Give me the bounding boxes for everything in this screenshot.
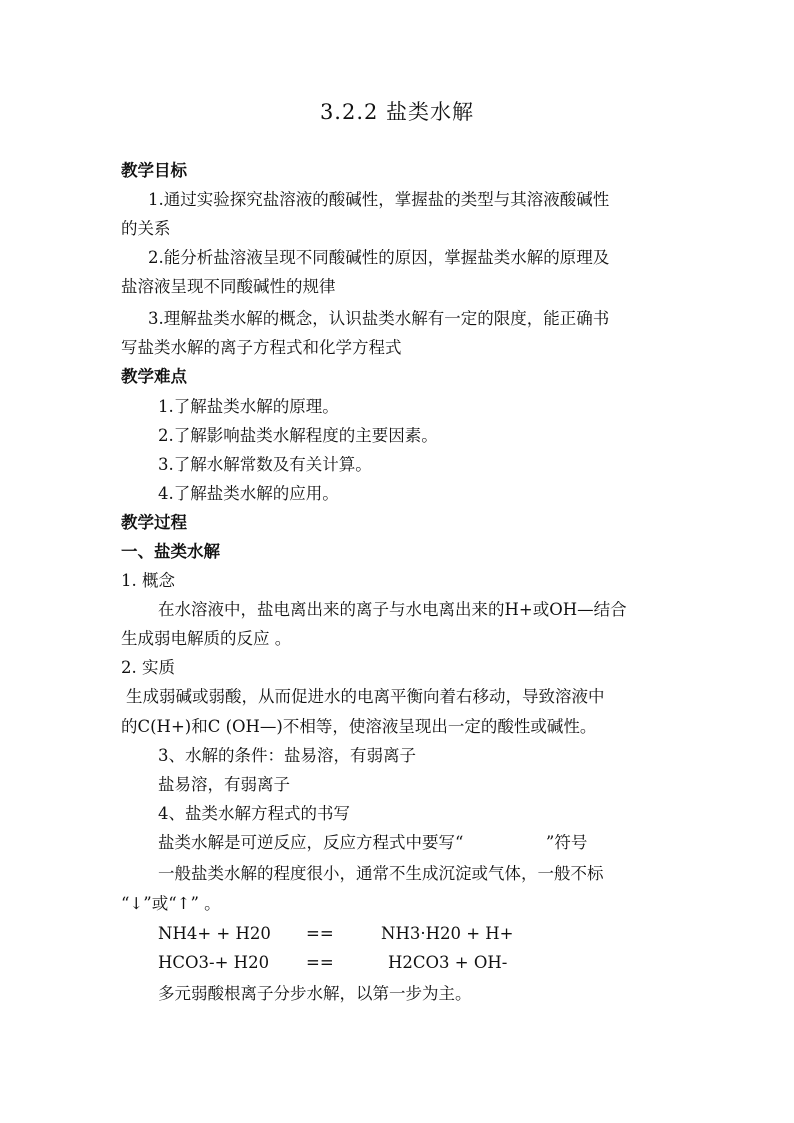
- polyprotic-line: 多元弱酸根离子分步水解，以第一步为主。: [158, 984, 472, 1003]
- process-heading: 教学过程: [121, 513, 187, 532]
- difficulties-heading: 教学难点: [121, 367, 187, 386]
- objective-3-line-1: 3.理解盐类水解的概念，认识盐类水解有一定的限度，能正确书: [148, 309, 610, 328]
- difficulty-item: 1.了解盐类水解的原理。: [158, 397, 339, 416]
- objective-1-line-1: 1.通过实验探究盐溶液的酸碱性，掌握盐的类型与其溶液酸碱性: [148, 190, 610, 209]
- objective-2-line-1: 2.能分析盐溶液呈现不同酸碱性的原因，掌握盐类水解的原理及: [148, 248, 610, 267]
- degree-line-1: 一般盐类水解的程度很小，通常不生成沉淀或气体，一般不标: [158, 864, 604, 883]
- essence-label: 2. 实质: [121, 658, 175, 677]
- equation-writing-heading: 4、盐类水解方程式的书写: [158, 804, 350, 823]
- equation-arrow: ==: [306, 924, 334, 943]
- objective-1-line-2: 的关系: [121, 219, 171, 238]
- conditions-repeat-line: 盐易溶，有弱离子: [158, 775, 290, 794]
- equation-products: H2CO3 + OH-: [388, 953, 508, 972]
- reversible-line: 盐类水解是可逆反应，反应方程式中要写“ ”符号: [158, 833, 588, 852]
- degree-line-2: “↓”或“↑” 。: [121, 894, 221, 913]
- equation-row: [0, 952, 794, 974]
- concept-line-1: 在水溶液中，盐电离出来的离子与水电离出来的H+或OH—结合: [158, 600, 627, 619]
- objective-2-line-2: 盐溶液呈现不同酸碱性的规律: [121, 277, 336, 296]
- document-title: 3.2.2 盐类水解: [319, 100, 475, 124]
- equation-products: NH3·H20 + H+: [381, 924, 514, 943]
- difficulty-item: 3.了解水解常数及有关计算。: [158, 455, 372, 474]
- objectives-heading: 教学目标: [121, 161, 187, 180]
- equation-reactants: HCO3-+ H20: [158, 953, 270, 972]
- difficulty-item: 2.了解影响盐类水解程度的主要因素。: [158, 426, 438, 445]
- equation-row: [0, 923, 794, 945]
- objective-3-line-2: 写盐类水解的离子方程式和化学方程式: [121, 338, 402, 357]
- equation-arrow: ==: [306, 953, 334, 972]
- essence-line-2: 的C(H+)和C (OH—)不相等，使溶液呈现出一定的酸性或碱性。: [121, 717, 597, 736]
- difficulty-item: 4.了解盐类水解的应用。: [158, 484, 339, 503]
- concept-label: 1. 概念: [121, 571, 175, 590]
- section-1-heading: 一、盐类水解: [121, 542, 220, 561]
- concept-line-2: 生成弱电解质的反应 。: [121, 629, 292, 648]
- equation-reactants: NH4+ + H20: [158, 924, 271, 943]
- essence-line-1: 生成弱碱或弱酸，从而促进水的电离平衡向着右移动，导致溶液中: [126, 687, 605, 706]
- conditions-line: 3、水解的条件：盐易溶，有弱离子: [158, 746, 416, 765]
